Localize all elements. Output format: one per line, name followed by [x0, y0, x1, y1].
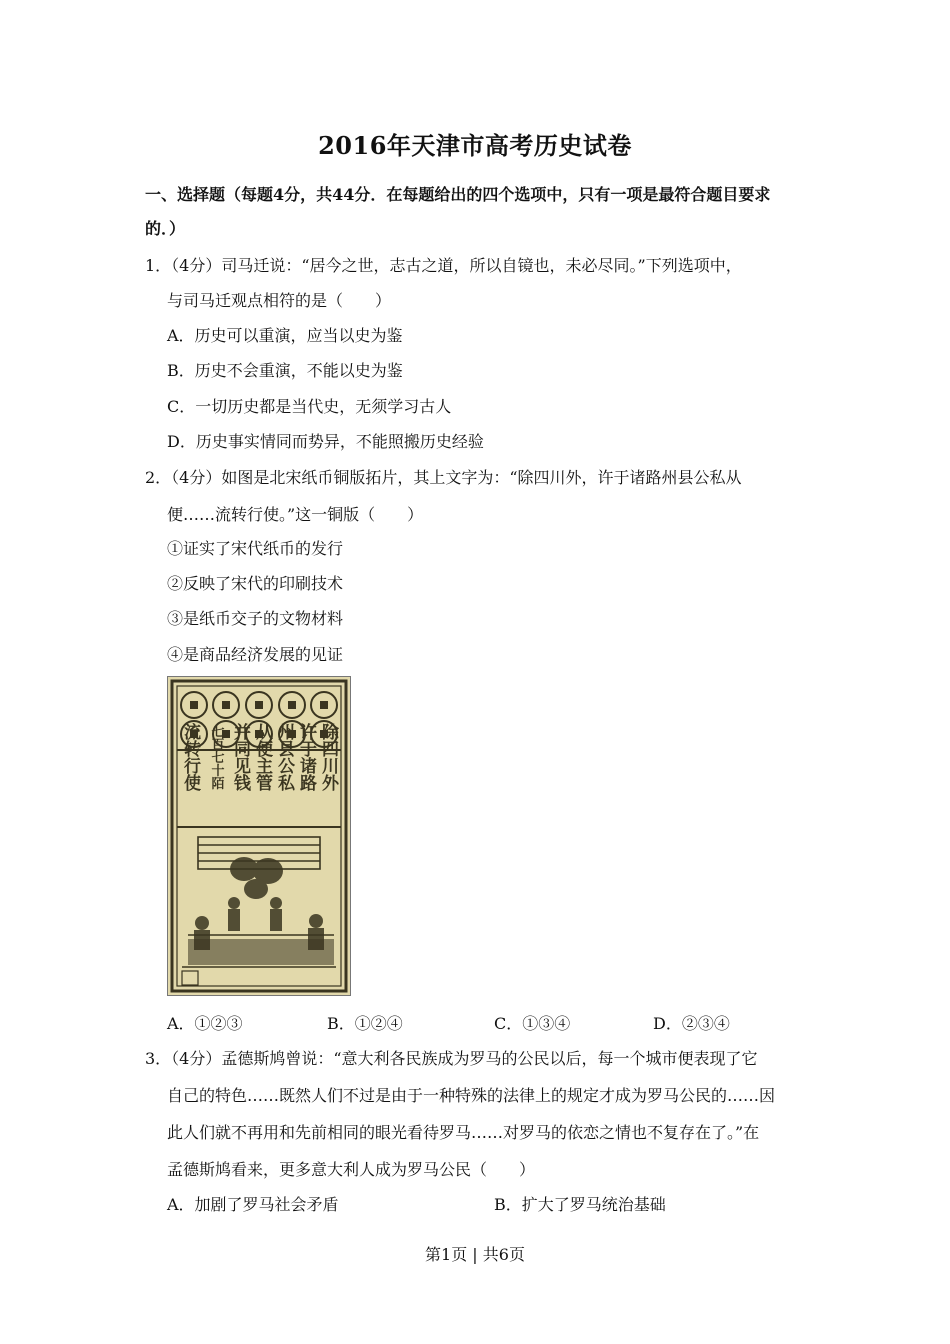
q2-stem-line1: 2．（4分）如图是北宋纸币铜版拓片，其上文字为：“除四川外，许于诸路州县公私从 — [145, 468, 742, 487]
q1-stem-line1: 1．（4分）司马迁说：“居今之世，志古之道，所以自镜也，未必尽同。”下列选项中， — [145, 256, 742, 275]
plate-text-col7: 流转行使 — [180, 723, 200, 791]
q1-stem-line2: 与司马迁观点相符的是（ ） — [167, 291, 392, 310]
q2-item-2: ②反映了宋代的印刷技术 — [167, 574, 344, 593]
q3-option-b[interactable]: B．扩大了罗马统治基础 — [494, 1195, 666, 1214]
q3-stem-line4: 孟德斯鸠看来，更多意大利人成为罗马公民（ ） — [167, 1160, 536, 1179]
plate-text-col3: 州县公私 — [274, 723, 294, 791]
q3-stem-line3: 此人们就不再用和先前相同的眼光看待罗马……对罗马的依恋之情也不复存在了。”在 — [167, 1123, 760, 1142]
q2-options-row — [0, 1012, 950, 1036]
banknote-plate-image — [167, 676, 351, 996]
q1-option-b[interactable]: B．历史不会重演，不能以史为鉴 — [167, 361, 403, 380]
q2-item-1: ①证实了宋代纸币的发行 — [167, 539, 344, 558]
q2-option-b[interactable]: B．①②④ — [327, 1014, 403, 1033]
section-heading-line1: 一、选择题（每题4分，共44分．在每题给出的四个选项中，只有一项是最符合题目要求 — [145, 185, 771, 204]
page-footer: 第1页 | 共6页 — [425, 1245, 525, 1264]
q3-stem-line1: 3．（4分）孟德斯鸠曾说：“意大利各民族成为罗马的公民以后，每一个城市便表现了它 — [145, 1049, 758, 1068]
section-heading-line2: 的．） — [145, 219, 186, 238]
q1-option-d[interactable]: D．历史事实情同而势异，不能照搬历史经验 — [167, 432, 484, 451]
plate-text-col5: 并同见钱 — [230, 723, 250, 791]
plate-text-col2: 许于诸路 — [296, 723, 316, 791]
page-title: 2016年天津市高考历史试卷 — [318, 131, 632, 160]
plate-text-col4: 从便主管 — [252, 723, 272, 791]
plate-text-col6: 七百七十陌 — [208, 724, 224, 790]
q1-option-c[interactable]: C．一切历史都是当代史，无须学习古人 — [167, 397, 452, 416]
q2-item-3: ③是纸币交子的文物材料 — [167, 609, 344, 628]
q2-option-c[interactable]: C．①③④ — [494, 1014, 571, 1033]
q2-stem-line2: 便……流转行使。”这一铜版（ ） — [167, 505, 424, 524]
q2-option-d[interactable]: D．②③④ — [653, 1014, 730, 1033]
q3-option-a[interactable]: A．加剧了罗马社会矛盾 — [167, 1195, 339, 1214]
q2-option-a[interactable]: A．①②③ — [167, 1014, 243, 1033]
q2-item-4: ④是商品经济发展的见证 — [167, 645, 344, 664]
plate-text-col1: 除四川外 — [318, 723, 338, 791]
q3-stem-line2: 自己的特色……既然人们不过是由于一种特殊的法律上的规定才成为罗马公民的……因 — [167, 1086, 776, 1105]
q1-option-a[interactable]: A．历史可以重演，应当以史为鉴 — [167, 326, 403, 345]
